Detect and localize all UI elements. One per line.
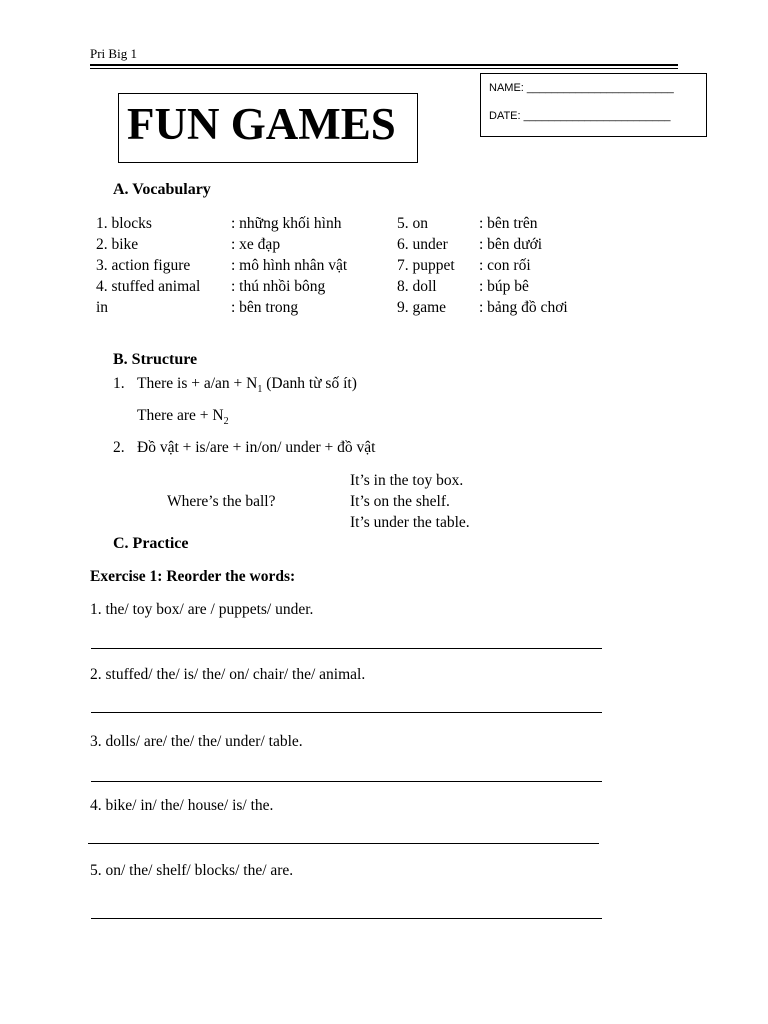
answer-line[interactable] (91, 648, 602, 649)
example-answer: It’s in the toy box. (350, 472, 464, 489)
header-rule-thick (90, 64, 678, 66)
vocab-word: 4. stuffed animal (96, 278, 201, 295)
vocab-meaning: : những khối hình (231, 215, 342, 232)
exercise-item: 4. bike/ in/ the/ house/ is/ the. (90, 797, 274, 814)
exercise-item: 5. on/ the/ shelf/ blocks/ the/ are. (90, 862, 294, 879)
answer-line[interactable] (91, 781, 602, 782)
page-title: FUN GAMES (127, 99, 396, 149)
subscript: 2 (223, 416, 229, 428)
vocab-word: 5. on (397, 215, 428, 232)
vocab-word: 9. game (397, 299, 447, 316)
example-answer: It’s under the table. (350, 514, 470, 531)
structure-rule-position: Đồ vật + is/are + in/on/ under + đồ vật (137, 439, 376, 456)
title-box (118, 93, 418, 163)
vocab-meaning: : bảng đồ chơi (479, 299, 568, 316)
answer-line[interactable] (88, 843, 599, 844)
vocabulary-heading: A. Vocabulary (113, 181, 211, 198)
vocab-meaning: : mô hình nhân vật (231, 257, 348, 274)
document-header-label: Pri Big 1 (90, 46, 137, 61)
vocab-word: 7. puppet (397, 257, 455, 274)
vocab-meaning: : bên trên (479, 215, 538, 232)
structure-number: 2. (113, 439, 125, 456)
vocab-word: 1. blocks (96, 215, 152, 232)
vocab-word: 6. under (397, 236, 448, 253)
name-field[interactable]: NAME: ________________________ (489, 82, 674, 94)
structure-formula: There are + N (137, 407, 224, 424)
structure-rule-plural (137, 407, 229, 427)
vocab-meaning: : bên trong (231, 299, 299, 316)
example-question: Where’s the ball? (167, 493, 276, 510)
structure-number: 1. (113, 375, 125, 392)
exercise-item: 3. dolls/ are/ the/ the/ under/ table. (90, 733, 303, 750)
date-field[interactable]: DATE: ________________________ (489, 110, 671, 122)
vocab-word: 3. action figure (96, 257, 191, 274)
practice-heading: C. Practice (113, 535, 189, 552)
vocab-word: in (96, 299, 109, 316)
example-answer: It’s on the shelf. (350, 493, 450, 510)
structure-formula: There is + a/an + N (137, 375, 258, 392)
vocab-word: 8. doll (397, 278, 437, 295)
exercise-title: Exercise 1: Reorder the words: (90, 568, 296, 585)
vocab-meaning: : búp bê (479, 278, 529, 295)
exercise-item: 1. the/ toy box/ are / puppets/ under. (90, 601, 314, 618)
subscript: 1 (257, 384, 263, 396)
answer-line[interactable] (91, 918, 602, 919)
structure-rule-singular (137, 375, 357, 395)
answer-line[interactable] (91, 712, 602, 713)
header-rule-thin (90, 68, 678, 69)
vocab-meaning: : thú nhồi bông (231, 278, 326, 295)
exercise-item: 2. stuffed/ the/ is/ the/ on/ chair/ the/ animal. (90, 666, 366, 683)
vocab-meaning: : xe đạp (231, 236, 281, 253)
vocab-meaning: : bên dưới (479, 236, 543, 253)
structure-heading: B. Structure (113, 351, 198, 368)
vocab-meaning: : con rối (479, 257, 531, 274)
vocab-word: 2. bike (96, 236, 139, 253)
structure-note: (Danh từ số ít) (262, 375, 357, 392)
name-date-box (480, 73, 707, 137)
